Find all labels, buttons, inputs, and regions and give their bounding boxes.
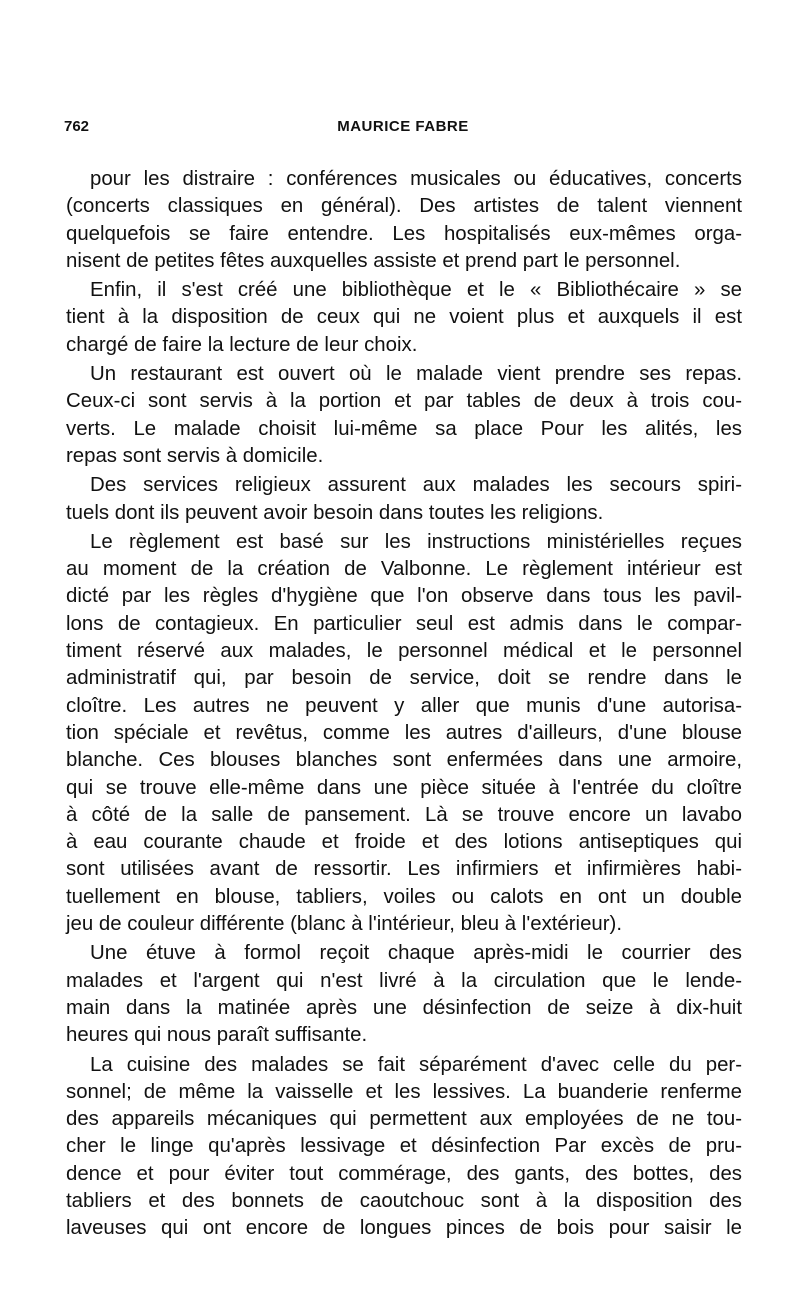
text-line: (concerts classiques en général). Des artistes de talent viennent (66, 195, 742, 218)
text-line: cher le linge qu'après lessivage et désinfection Par excès de pru- (66, 1135, 742, 1158)
text-line: Le règlement est basé sur les instructions ministérielles reçues (90, 530, 742, 553)
text-line: Ceux-ci sont servis à la portion et par tables de deux à trois cou- (66, 390, 742, 413)
text-line: dicté par les règles d'hygiène que l'on observe dans tous les pavil- (66, 585, 742, 608)
running-head (64, 118, 742, 142)
text-line: Une étuve à formol reçoit chaque après-midi le courrier des (90, 942, 742, 965)
text-line: tion spéciale et revêtus, comme les autres d'ailleurs, d'une blouse (66, 721, 742, 744)
paragraph (66, 1052, 742, 1243)
text-line: tuels dont ils peuvent avoir besoin dans toutes les religions. (66, 501, 604, 524)
text-line: heures qui nous paraît suffisante. (66, 1024, 368, 1047)
paragraph (66, 472, 742, 527)
running-head-author: MAURICE FABRE (337, 118, 469, 135)
text-line: cloître. Les autres ne peuvent y aller que munis d'une autorisa- (66, 694, 742, 717)
text-line: à côté de la salle de pansement. Là se trouve encore un lavabo (66, 803, 742, 826)
text-line: pour les distraire : conférences musicales ou éducatives, concerts (90, 168, 742, 190)
text-line: lons de contagieux. En particulier seul est admis dans le compar- (66, 612, 742, 635)
text-line: sont utilisées avant de ressortir. Les infirmiers et infirmières habi- (66, 858, 742, 881)
text-line: La cuisine des malades se fait séparément d'avec celle du per- (90, 1053, 742, 1076)
text-line: jeu de couleur différente (blanc à l'intérieur, bleu à l'extérieur). (66, 913, 623, 936)
text-line: qui se trouve elle-même dans une pièce située à l'entrée du cloître (66, 776, 742, 799)
text-line: malades et l'argent qui n'est livré à la circulation que le lende- (66, 969, 742, 992)
paragraph (66, 940, 742, 1049)
text-line: quelquefois se faire entendre. Les hospitalisés eux-mêmes orga- (66, 222, 742, 245)
text-line: tient à la disposition de ceux qui ne voient plus et auxquels il est (66, 306, 742, 329)
text-line: des appareils mécaniques qui permettent aux employées de ne tou- (66, 1108, 742, 1131)
paragraph (66, 529, 742, 938)
text-line: Des services religieux assurent aux malades les secours spiri- (90, 474, 742, 497)
text-line: chargé de faire la lecture de leur choix. (66, 333, 418, 356)
text-line: au moment de la création de Valbonne. Le règlement intérieur est (66, 558, 742, 581)
text-line: Enfin, il s'est créé une bibliothèque et le « Bibliothécaire » se (90, 279, 742, 302)
text-line: tabliers et des bonnets de caoutchouc sont à la disposition des (66, 1189, 742, 1212)
text-line: dence et pour éviter tout commérage, des gants, des bottes, des (66, 1162, 742, 1185)
text-line: verts. Le malade choisit lui-même sa place Pour les alités, les (66, 417, 742, 440)
text-line: tuellement en blouse, tabliers, voiles ou calots en ont un double (66, 885, 742, 908)
text-line: timent réservé aux malades, le personnel médical et le personnel (66, 640, 742, 663)
text-line: repas sont servis à domicile. (66, 444, 324, 467)
text-line: administratif qui, par besoin de service, doit se rendre dans le (66, 667, 742, 690)
text-line: laveuses qui ont encore de longues pinces de bois pour saisir le (66, 1217, 742, 1240)
paragraph (66, 166, 742, 275)
text-line: main dans la matinée après une désinfection de seize à dix-huit (66, 996, 742, 1019)
paragraph (66, 361, 742, 470)
text-line: sonnel; de même la vaisselle et les lessives. La buanderie renferme (66, 1080, 742, 1103)
text-line: à eau courante chaude et froide et des lotions antiseptiques qui (66, 831, 742, 854)
text-line: Un restaurant est ouvert où le malade vient prendre ses repas. (90, 363, 742, 386)
text-line: nisent de petites fêtes auxquelles assiste et prend part le personnel. (66, 249, 681, 272)
page-number: 762 (64, 118, 90, 135)
paragraph (66, 277, 742, 359)
text-line: blanche. Ces blouses blanches sont enfermées dans une armoire, (66, 749, 742, 772)
body-text (66, 166, 742, 1245)
